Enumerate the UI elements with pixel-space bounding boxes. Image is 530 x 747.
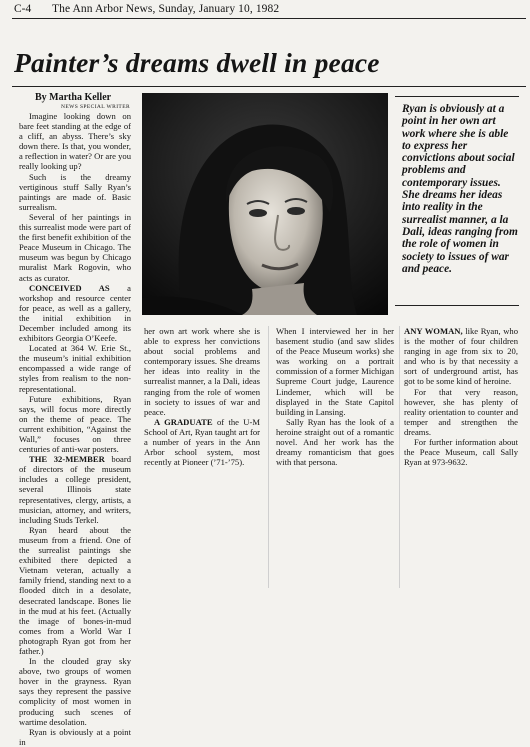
article-paragraph [19, 172, 131, 212]
paragraph-text: Ryan heard about the museum from a friend. One of the surrealist paintings she exhibited there depicted a Vietnam veteran, actually a family friend, standing next to a flooded ditch in a desolate, desecrated landscape. Bones lie in the mud at his feet. (Actually the image of bones-in-mud comes from a World War I photograph Ryan got from her father.) [19, 524, 131, 656]
byline-title: NEWS SPECIAL WRITER [61, 104, 131, 110]
article-paragraph [276, 417, 394, 467]
portrait-photo [142, 93, 388, 315]
headline: Painter’s dreams dwell in peace [14, 47, 380, 78]
paragraph-lead-in: A GRADUATE [154, 416, 213, 427]
paragraph-text: For that very reason, however, she has plenty of reality orientation to counter and temper and strengthen the dreams. [404, 386, 518, 437]
paragraph-text: When I interviewed her in her basement studio (and saw slides of the Peace Museum works) she was working on a portrait commission of a former Michigan Supreme Court judge, Laurence Lindemer, which will be displayed in the State Capitol building in Lansing. [276, 326, 394, 417]
newspaper-header [12, 1, 524, 19]
pull-quote: Ryan is obviously at a point in her own art work where she is able to express her convictions about social problems and contemporary issues. She dreams her ideas into reality in the surrealist manner, a la Dali, ideas ranging from the role of women in society to issues of war and peace. [395, 96, 519, 306]
article-paragraph [19, 283, 131, 344]
article-paragraph [404, 437, 518, 467]
article-column-2 [144, 326, 260, 467]
byline-author: By Martha Keller [35, 92, 112, 103]
article-paragraph [144, 417, 260, 467]
paragraph-lead-in: CONCEIVED AS [29, 282, 110, 293]
column-divider [399, 326, 400, 588]
column-divider [268, 326, 269, 588]
paragraph-text: For further information about the Peace Museum, call Sally Ryan at 973-9632. [404, 437, 518, 468]
paragraph-lead-in: THE 32-MEMBER [29, 454, 105, 465]
article-paragraph [19, 212, 131, 283]
paragraph-text: like Ryan, who is the mother of four children ranging in age from six to 20, and who is by that necessity a sort of underground artist, has got to be some kind of heroine. [404, 326, 519, 387]
page-number: C-4 [14, 3, 32, 15]
paragraph-text: In the clouded gray sky above, two groups of women hover in the grayness. Ryan says they represent the passive complicity of most women in producing such scenes of wartime desolation. [19, 656, 131, 727]
article-paragraph [19, 394, 131, 455]
portrait-photo-image [142, 93, 388, 315]
article-paragraph [404, 387, 518, 437]
article-paragraph [404, 326, 518, 387]
article-paragraph [19, 454, 131, 525]
article-paragraph [276, 326, 394, 417]
article-paragraph [19, 727, 131, 747]
article-column-3 [276, 326, 394, 467]
paragraph-text: board of directors of the museum includes a college president, several Illinois state representatives, clergy, artists, a musician, attorney, and writers, including Studs Terkel. [19, 454, 131, 525]
article-paragraph [19, 525, 131, 656]
paragraph-text: of the U-M School of Art, Ryan taught art for a number of years in the Ann Arbor school system, most recently at Pioneer (’71-’75). [144, 416, 261, 468]
paragraph-text: Sally Ryan has the look of a heroine straight out of a romantic novel. And her work has the dreamy romanticism that goes with that persona. [276, 416, 394, 468]
paragraph-text: a workshop and resource center for peace, as well as a gallery, the initial exhibition in December included among its exhibitors Georgia O’Keefe. [19, 282, 131, 344]
article-paragraph [144, 326, 260, 417]
header-rule [12, 18, 526, 19]
paragraph-text: Such is the dreamy vertiginous stuff Sally Ryan’s paintings are made of. Basic surrealism. [19, 171, 131, 212]
paragraph-text: her own art work where she is able to express her convictions about social problems and contemporary issues. She dreams her ideas into reality in the surrealist manner, a la Dali, ideas ranging from the role of women in society to issues of war and peace. [144, 326, 260, 417]
paragraph-text: Future exhibitions, Ryan says, will focus more directly on the theme of peace. The current exhibition, “Against the Wall,” focuses on three centuries of anti-war posters. [19, 393, 131, 455]
article-paragraph [19, 111, 131, 172]
paragraph-text: Several of her paintings in this surrealist mode were part of the first benefit exhibition of the Peace Museum in Chicago. The museum was begun by Chicago muralist Mark Rogovin, who acts as curator. [19, 211, 131, 283]
article-paragraph [19, 343, 131, 393]
paragraph-lead-in: ANY WOMAN, [404, 326, 463, 336]
paragraph-text: Located at 364 W. Erie St., the museum’s initial exhibition encompassed a wide range of styles from realism to the non-representational. [19, 343, 131, 394]
paragraph-text: Imagine looking down on bare feet standing at the edge of a cliff, an abyss. There’s sky down there. Is that, you wonder, a reflection in water? Or are you really looking up? [19, 111, 131, 172]
publication-dateline: The Ann Arbor News, Sunday, January 10, 1982 [52, 3, 280, 15]
article-column-1 [19, 111, 131, 747]
article-paragraph [19, 656, 131, 727]
paragraph-text: Ryan is obviously at a point in [19, 726, 131, 747]
headline-rule [12, 86, 526, 87]
article-column-4 [404, 326, 518, 467]
